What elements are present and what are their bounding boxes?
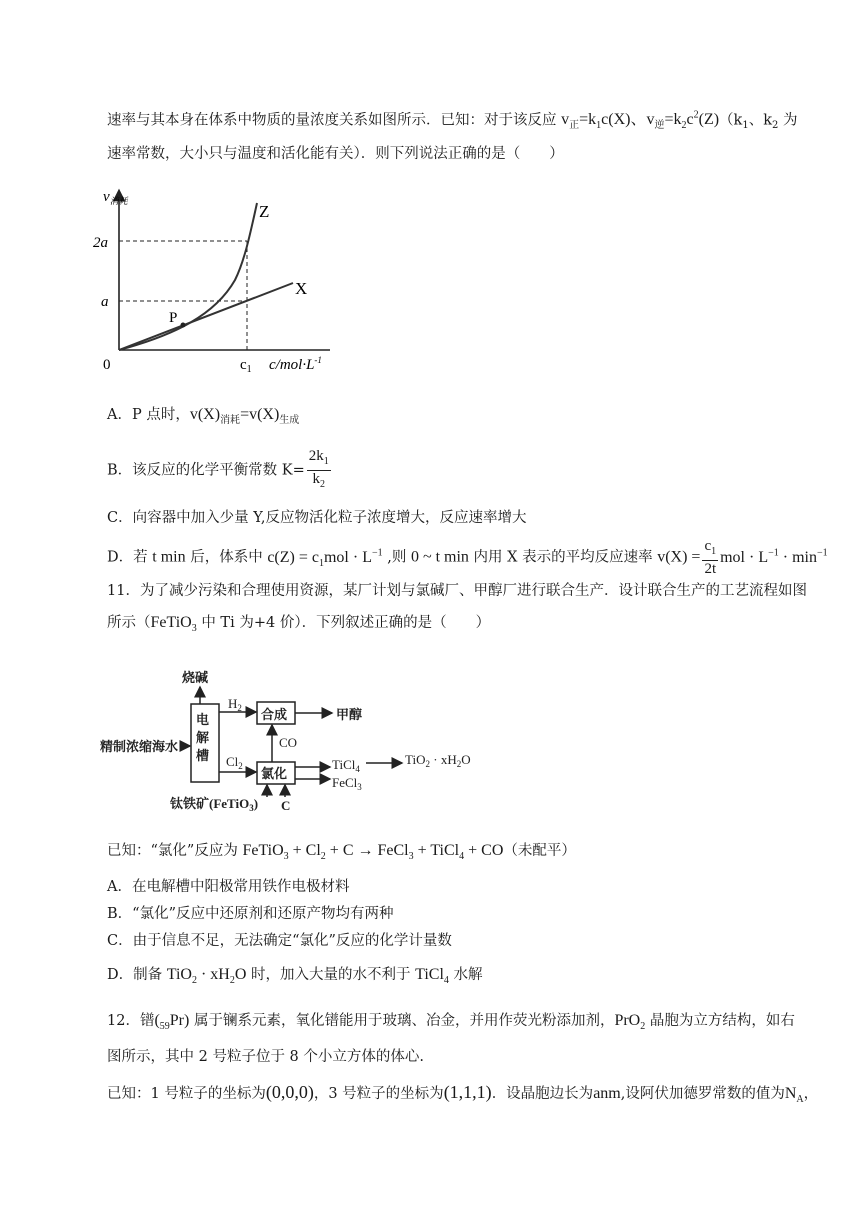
math: (1,1,1) [443, 1082, 492, 1102]
text: H [228, 696, 238, 711]
text: 、k [748, 112, 773, 129]
text: ,则 [382, 549, 411, 566]
text: c/mol·L [269, 357, 315, 373]
text: TiCl [415, 966, 444, 983]
text: c [686, 111, 694, 129]
sub: 生成 [279, 415, 300, 427]
label-product [405, 752, 471, 769]
text: O [234, 966, 247, 983]
text: · xH [196, 966, 230, 983]
sub: 4 [355, 764, 360, 774]
text: c(Z) = c [267, 548, 319, 566]
math [154, 1012, 190, 1033]
text: FeTiO [150, 614, 192, 631]
math [720, 549, 828, 566]
denominator [307, 471, 331, 493]
text: v [103, 189, 110, 205]
text: PrO [614, 1012, 641, 1029]
text: + TiCl [413, 842, 460, 859]
fraction-rate [702, 538, 718, 577]
label-cell-3: 槽 [196, 748, 210, 763]
q11-option-a: A．在电解槽中阳极常用铁作电极材料 [107, 879, 350, 895]
text: (Z) [698, 111, 720, 129]
label-p: P [169, 310, 178, 326]
sub: 正 [569, 120, 580, 132]
text: 为 [778, 112, 798, 129]
text: 2k [308, 448, 324, 464]
sub: 59 [159, 1021, 170, 1033]
sub: 2 [237, 703, 242, 713]
numerator [307, 448, 331, 471]
text: 属于镧系元素，氧化镨能用于玻璃、冶金，并用作荧光粉添加剂， [189, 1013, 615, 1029]
sub: A [796, 1094, 804, 1106]
text: TiO [166, 966, 192, 983]
q11-line2 [107, 612, 797, 640]
sub: 2 [640, 1021, 646, 1033]
sub: 2 [191, 975, 197, 987]
text: mol · L [323, 548, 372, 566]
text: c [704, 538, 712, 554]
text: 钛铁矿(FeTiO [170, 796, 250, 811]
process-flow-diagram [100, 662, 500, 820]
math [614, 1012, 646, 1033]
sub: 2 [320, 851, 326, 863]
label-h2 [228, 696, 242, 713]
text: 内用 X 表示的平均反应速率 [468, 549, 658, 566]
sub: 4 [443, 975, 449, 987]
text: c(X)、v [601, 111, 655, 129]
q11-option-b: B．“氯化”反应中还原剂和还原产物均有两种 [107, 906, 394, 922]
point-p [181, 323, 186, 328]
sub: 2 [320, 479, 325, 490]
sub: 3 [408, 851, 414, 863]
text: 所示（ [107, 615, 151, 631]
text: 已知：1 号粒子的坐标为 [107, 1086, 266, 1102]
label-input: 精制浓缩海水 [100, 739, 179, 754]
text: N [784, 1085, 797, 1102]
sub: 4 [459, 851, 465, 863]
numerator [702, 538, 718, 561]
sub: 1 [742, 120, 749, 132]
math [267, 547, 383, 569]
math [150, 614, 197, 635]
text: mol · L [720, 548, 769, 566]
text: Pr) [169, 1012, 190, 1029]
math [784, 1085, 804, 1106]
text: O [461, 752, 471, 767]
math: anm [593, 1085, 621, 1102]
q11-option-c: C．由于信息不足，无法确定“氯化”反应的化学计量数 [107, 933, 452, 949]
sub: 1 [318, 557, 324, 569]
rate-concentration-graph [95, 185, 365, 380]
sup: −1 [816, 547, 828, 559]
text: ( [154, 1012, 160, 1029]
text: + Cl [288, 842, 321, 859]
sub: 2 [681, 120, 687, 132]
q10-option-c: C．向容器中加入少量 Y,反应物活化粒子浓度增大，反应速率增大 [107, 510, 527, 526]
text: · min [778, 548, 817, 566]
text: 已知：“氯化”反应为 [107, 843, 243, 859]
label-ore [170, 796, 258, 813]
label-shaojian: 烧碱 [182, 670, 209, 685]
text: ,设阿伏加德罗常数的值为 [620, 1086, 785, 1102]
text: 后，体系中 [185, 549, 268, 566]
q12-line2: 图所示，其中 2 号粒子位于 8 个小立方体的体心. [107, 1049, 424, 1065]
math: t min [152, 548, 186, 566]
reaction-equation [242, 842, 504, 863]
sub: 1 [323, 456, 329, 467]
sub: 2 [238, 761, 243, 771]
sup: −1 [371, 547, 383, 559]
q12-line3 [107, 1081, 819, 1111]
q12-line1 [107, 1010, 797, 1038]
text: v [561, 111, 570, 129]
q11-line1: 11．为了减少污染和合理使用资源，某厂计划与氯碱厂、甲醇厂进行联合生产．设计联合生产的工艺流程如图 [107, 583, 807, 599]
q10-option-a [107, 404, 797, 432]
text: + C → FeCl [325, 842, 409, 859]
tick-a: a [101, 294, 109, 310]
label-carbon: C [281, 798, 291, 813]
sup: 2 [693, 110, 699, 121]
text: =k [664, 111, 682, 129]
denominator: 2t [704, 561, 717, 577]
text: + CO [464, 842, 504, 859]
math: 0 ~ t min [410, 548, 469, 566]
text: ．设晶胞边长为 [491, 1086, 594, 1102]
text: TiCl [332, 757, 356, 772]
sub: 2 [456, 759, 462, 769]
text: c [240, 357, 247, 373]
curve-z [119, 203, 257, 350]
text: 1 [246, 364, 252, 375]
sub: 消耗 [220, 415, 241, 427]
text: B．该反应的化学平衡常数 K= [107, 462, 305, 479]
text: · xH [429, 752, 457, 767]
text: ，3 号粒子的坐标为 [313, 1086, 444, 1102]
q10-option-d [107, 538, 828, 577]
sub: 3 [191, 623, 197, 635]
math: v(X) = [657, 548, 701, 566]
text: D．若 [107, 549, 153, 566]
text: 时，加入大量的水不利于 [246, 967, 416, 983]
sub: 1 [596, 120, 602, 132]
sub: 2 [772, 120, 779, 132]
sup: −1 [768, 547, 779, 559]
label-ticl4 [332, 757, 360, 774]
text: FeCl [332, 775, 358, 790]
text: k [312, 471, 320, 487]
q10-intro-line1 [107, 105, 797, 138]
text: 水解 [448, 967, 483, 983]
text: （未配平） [503, 843, 576, 859]
sub: 2 [425, 759, 430, 769]
text: 消耗 [109, 196, 128, 206]
text: A．P 点时， [107, 407, 190, 423]
q11-known [107, 840, 797, 868]
origin-label: 0 [103, 357, 111, 373]
label-cell-1: 电 [196, 712, 210, 727]
math [166, 966, 247, 987]
text: v(X) [189, 406, 221, 423]
label-lvhua: 氯化 [261, 766, 288, 781]
text: （k [719, 112, 743, 129]
text: 速率与其本身在体系中物质的量浓度关系如图所示．已知：对于该反应 [107, 112, 562, 129]
label-methanol: 甲醇 [336, 707, 363, 722]
sub: 3 [283, 851, 289, 863]
sub: 1 [711, 546, 717, 557]
fraction-k [307, 448, 331, 493]
label-fecl3 [332, 775, 362, 792]
text: Cl [226, 754, 239, 769]
text: 12．镨 [107, 1013, 155, 1029]
math [189, 406, 300, 427]
text: ， [803, 1086, 819, 1102]
math: (0,0,0) [265, 1082, 314, 1102]
sub: 逆 [654, 120, 665, 132]
rate-forward [561, 110, 720, 132]
tick-2a: 2a [93, 235, 108, 251]
text: 晶胞为立方结构，如右 [645, 1013, 795, 1029]
math [415, 966, 449, 987]
label-z: Z [259, 202, 270, 221]
label-co: CO [279, 735, 298, 750]
x-axis-unit [269, 355, 322, 373]
label-hecheng: 合成 [261, 707, 288, 722]
text: =k [579, 111, 597, 129]
sub: 3 [249, 803, 254, 813]
x-tick-c1 [240, 357, 252, 375]
sub: 2 [229, 975, 235, 987]
text: 中 Ti 为+4 价）．下列叙述正确的是（ ） [196, 615, 491, 631]
text: =v(X) [240, 406, 280, 423]
text: -1 [314, 355, 322, 365]
y-axis-label [103, 189, 129, 206]
label-cell-2: 解 [196, 730, 210, 745]
q10-intro-line2: 速率常数，大小只与温度和活化能有关）．则下列说法正确的是（ ） [107, 146, 564, 162]
curve-x [119, 283, 293, 350]
text: ) [253, 796, 259, 811]
label-x: X [295, 279, 308, 298]
text: D．制备 [107, 967, 167, 983]
q10-option-b [107, 448, 797, 492]
label-cl2 [226, 754, 243, 771]
text: FeTiO [242, 842, 284, 859]
q11-option-d [107, 964, 797, 992]
text: TiO [405, 752, 426, 767]
sub: 3 [357, 782, 362, 792]
